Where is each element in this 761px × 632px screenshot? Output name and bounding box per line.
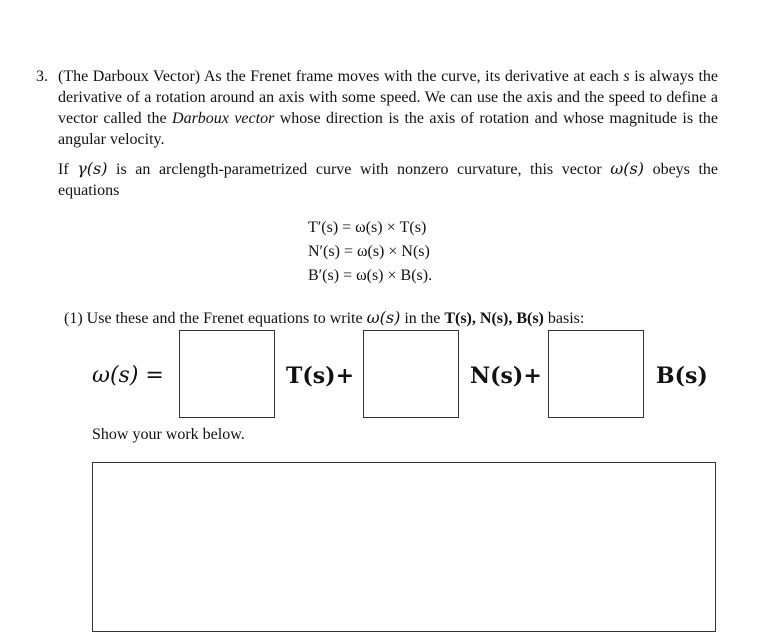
subpart-basis: T(s), N(s), B(s) [444, 310, 544, 327]
answer-box-T-coefficient[interactable] [179, 330, 275, 418]
subpart-omega: ω(s) [366, 308, 401, 327]
subpart-after: basis: [543, 310, 585, 327]
answer-row [0, 330, 761, 422]
problem-paragraph-2 [58, 158, 718, 201]
answer-box-N-coefficient[interactable] [363, 330, 459, 418]
answer-box-B-coefficient[interactable] [548, 330, 644, 418]
subpart-1-prompt [64, 307, 584, 329]
paragraph2-if: If [58, 161, 78, 178]
omega-lhs: ω(s) = [92, 363, 164, 388]
problem-paragraph-1 [58, 66, 718, 150]
paragraph2-text-b: is an arclength-parametrized curve with nonzero curvature, this vector [107, 161, 611, 178]
darboux-term: Darboux vector [172, 110, 275, 127]
basis-label-B: B(s) [656, 363, 708, 389]
equation-tangent: T′(s) = ω(s) × T(s) [308, 219, 427, 236]
omega-symbol: ω(s) [610, 159, 644, 178]
gamma-symbol: γ(s) [77, 159, 108, 178]
basis-label-N: N(s)+ [470, 363, 542, 389]
paragraph1-text-b: is always the derivative of a rotation around an axis with some speed. We can use the axis and the speed to define a vector called the [58, 68, 718, 127]
paragraph2-text-c: obeys the equations [58, 161, 718, 199]
equation-binormal: B′(s) = ω(s) × B(s). [308, 267, 433, 284]
darboux-equations [308, 216, 432, 288]
problem-number: 3. [36, 68, 48, 85]
show-work-label: Show your work below. [92, 426, 245, 443]
paragraph1-text-c: whose direction is the axis of rotation and whose magnitude is the angular velocity. [58, 110, 719, 148]
paragraph1-text-a: (The Darboux Vector) As the Frenet frame moves with the curve, its derivative at each [58, 68, 624, 85]
basis-label-T: T(s)+ [286, 363, 355, 389]
equation-normal: N′(s) = ω(s) × N(s) [308, 243, 430, 260]
subpart-label: (1) Use these and the Frenet equations to write [64, 310, 367, 327]
paragraph1-var-s: s [623, 68, 630, 85]
subpart-mid: in the [400, 310, 445, 327]
work-answer-area[interactable] [92, 462, 716, 632]
problem-3 [36, 66, 718, 201]
